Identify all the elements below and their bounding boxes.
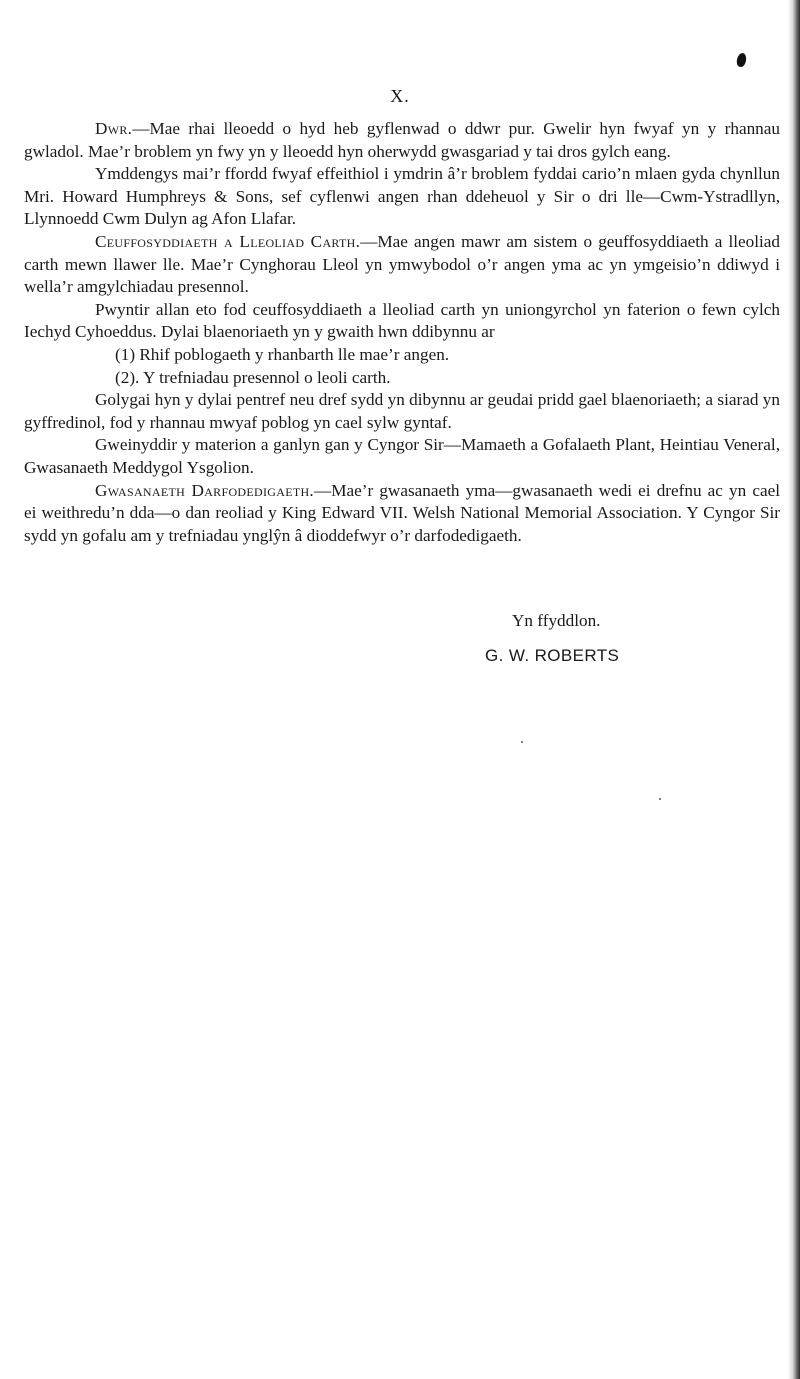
paragraph-darfodedigaeth-text: —Mae’r gwasanaeth yma—gwasanaeth wedi ei drefnu ac yn cael ei weithredu’n dda—o dan reoliad y King Edward VII. Welsh National Memorial Association. Y Cyngor Sir sydd yn gofalu am y trefniadau ynglŷn â dioddefwyr o’r darfodedigaeth. (24, 480, 780, 545)
paper-speck (659, 798, 661, 800)
paragraph-ymddengys: Ymddengys mai’r ffordd fwyaf effeithiol i ymdrin â’r broblem fyddai cario’n mlaen gyda chynllun Mri. Howard Humphreys & Sons, sef cyflenwi angen rhan ddeheuol y Sir o dri lle—Cwm-Ystradllyn, Llynnoedd Cwm Dulyn ag Afon Llafar. (24, 164, 780, 229)
paragraph-golygai: Golygai hyn y dylai pentref neu dref sydd yn dibynnu ar geudai pridd gael blaenoriaeth; a siarad yn gyffredinol, fod y rhannau mwyaf poblog yn cael sylw gyntaf. (24, 390, 780, 432)
list-item-2: (2). Y trefniadau presennol o leoli carth. (115, 367, 391, 387)
page-number: X. (390, 86, 410, 106)
section-heading-carth: Ceuffosyddiaeth a Lleoliad Carth. (95, 231, 361, 251)
paragraph-dwr-text: —Mae rhai lleoedd o hyd heb gyflenwad o ddwr pur. Gwelir hyn fwyaf yn y rhannau gwladol. Mae’r broblem yn fwy yn y lleoedd hyn oherwydd gwasgariad y tai dros gylch eang. (24, 119, 780, 161)
paragraph-darfodedigaeth (24, 480, 780, 548)
paragraph-carth-text: —Mae angen mawr am sistem o geuffosyddiaeth a lleoliad carth mewn llawer lle. Mae’r Cynghorau Lleol yn ymwybodol o’r angen yma ac yn ymgeisio’n ddiwyd i wella’r amgylchiadau presennol. (24, 231, 780, 297)
paragraph-pwyntir: Pwyntir allan eto fod ceuffosyddiaeth a lleoliad carth yn uniongyrchol yn faterion o fewn cylch Iechyd Cyhoeddus. Dylai blaenoriaeth yn y gwaith hwn ddibynnu ar (24, 299, 780, 342)
paragraph-gweinyddir: Gweinyddir y materion a ganlyn gan y Cyngor Sir—Mamaeth a Gofalaeth Plant, Heintiau Veneral, Gwasanaeth Meddygol Ysgolion. (24, 435, 780, 477)
paper-speck (521, 741, 523, 743)
signature: G. W. ROBERTS (485, 646, 620, 665)
paragraph-dwr (24, 118, 780, 163)
valediction: Yn ffyddlon. (512, 611, 601, 630)
section-heading-dwr: Dwr. (95, 119, 133, 138)
page-edge-shadow (788, 0, 800, 1379)
ink-blot-mark (736, 52, 748, 68)
section-heading-darfodedigaeth: Gwasanaeth Darfodedigaeth. (95, 480, 315, 500)
document-body (24, 118, 780, 547)
list-item-1: (1) Rhif poblogaeth y rhanbarth lle mae’r angen. (115, 344, 450, 364)
paragraph-carth (24, 231, 780, 299)
